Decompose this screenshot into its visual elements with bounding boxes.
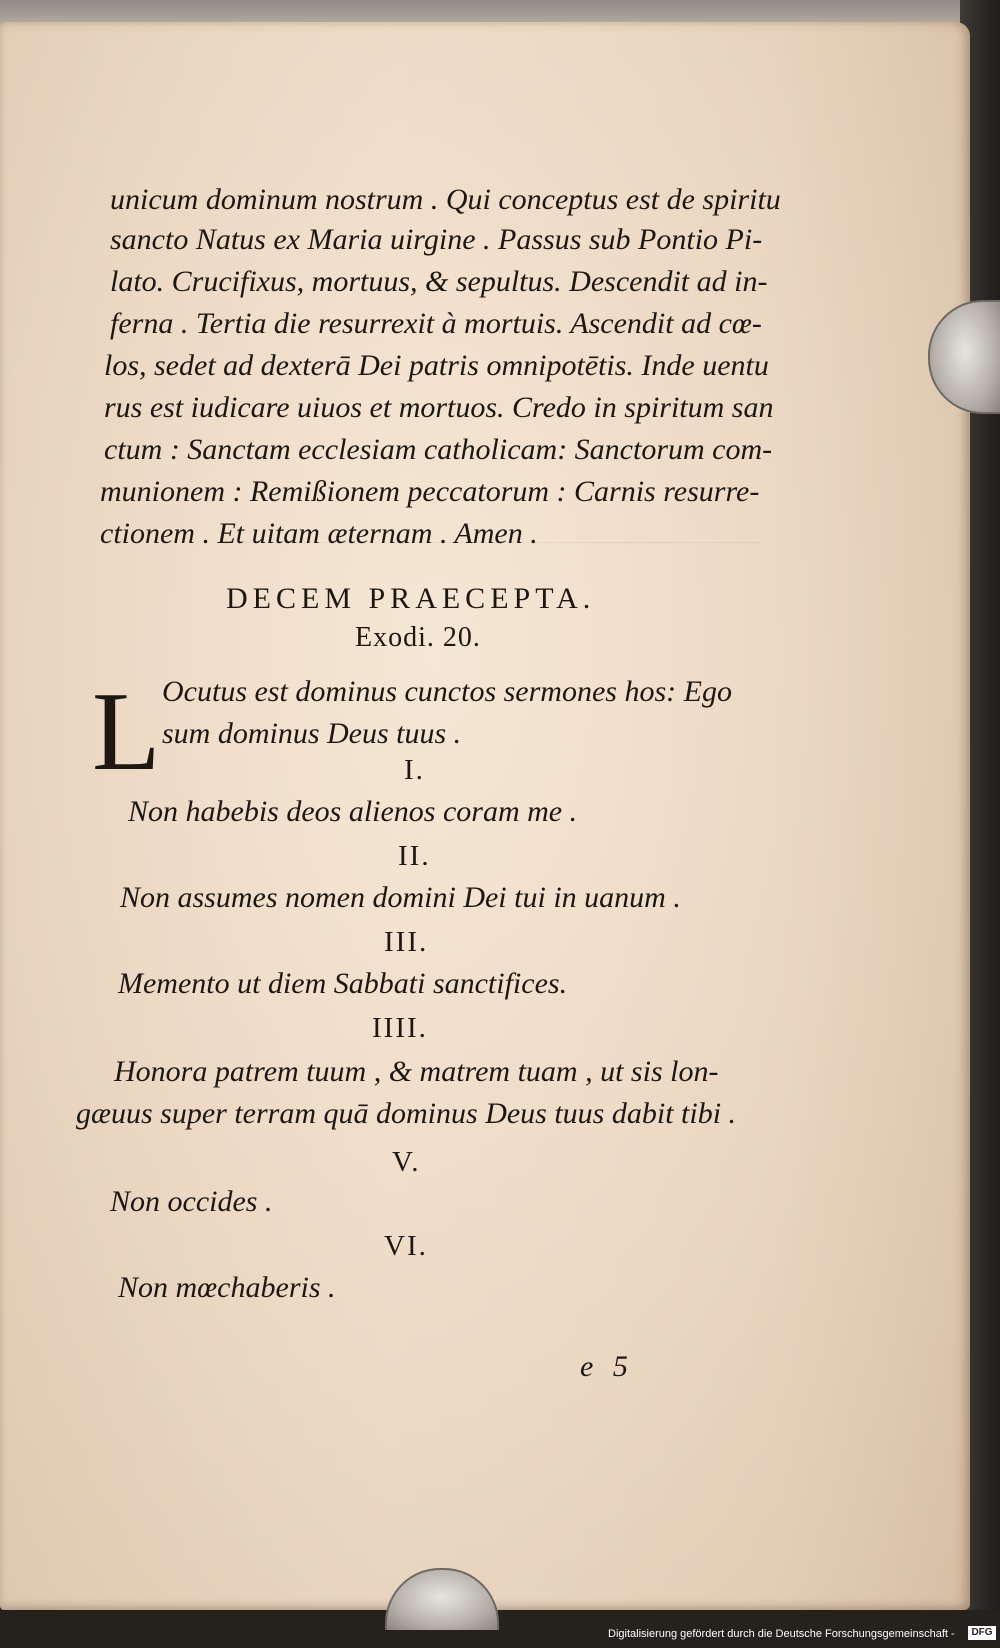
commandment-numeral-3: III. (384, 926, 429, 958)
commandment-numeral-6: VI. (384, 1230, 428, 1262)
commandment-text-4: Honora patrem tuum , & matrem tuam , ut sis lon- (114, 1055, 719, 1088)
creed-line-9: ctionem . Et uitam æternam . Amen . (100, 517, 538, 550)
footer-credit: Digitalisierung gefördert durch die Deutsche Forschungsgemeinschaft - (608, 1628, 955, 1640)
creed-line-1: unicum dominum nostrum . Qui conceptus est de spiritu (110, 183, 781, 216)
creed-line-7: ctum : Sanctam ecclesiam catholicam: Sanctorum com- (104, 433, 773, 466)
commandment-text-6: Non mœchaberis . (118, 1271, 336, 1304)
book-page (0, 22, 970, 1610)
creed-line-4: ferna . Tertia die resurrexit à mortuis. Ascendit ad cœ- (110, 307, 762, 340)
creed-line-5: los, sedet ad dexterā Dei patris omnipotētis. Inde uentu (104, 349, 769, 382)
commandment-text-3: Memento ut diem Sabbati sanctifices. (118, 967, 568, 1000)
commandment-text-5: Non occides . (110, 1185, 273, 1218)
creed-line-2: sancto Natus ex Maria uirgine . Passus sub Pontio Pi- (110, 223, 763, 256)
commandment-text-2: Non assumes nomen domini Dei tui in uanum . (120, 881, 681, 914)
drop-cap: L (92, 670, 161, 794)
section-reference: Exodi. 20. (355, 622, 481, 653)
commandment-numeral-4: IIII. (372, 1012, 428, 1044)
commandment-numeral-5: V. (392, 1146, 421, 1178)
dfg-logo: DFG (968, 1626, 996, 1640)
creed-line-8: munionem : Remißionem peccatorum : Carnis resurre- (100, 475, 760, 508)
commandment-numeral-2: II. (398, 840, 431, 872)
intro-line-1: Ocutus est dominus cunctos sermones hos: Ego (162, 675, 732, 708)
commandment-numeral-1: I. (404, 754, 425, 786)
intro-line-2: sum dominus Deus tuus . (162, 717, 462, 750)
creed-line-6: rus est iudicare uiuos et mortuos. Credo in spiritum san (104, 391, 774, 424)
signature-mark: e 5 (580, 1350, 634, 1383)
commandment-text-1: Non habebis deos alienos coram me . (128, 795, 578, 828)
creed-line-3: lato. Crucifixus, mortuus, & sepultus. Descendit ad in- (110, 265, 768, 298)
section-title: DECEM PRAECEPTA. (226, 582, 596, 615)
commandment-text-4-cont: gæuus super terram quā dominus Deus tuus dabit tibi . (76, 1097, 737, 1130)
